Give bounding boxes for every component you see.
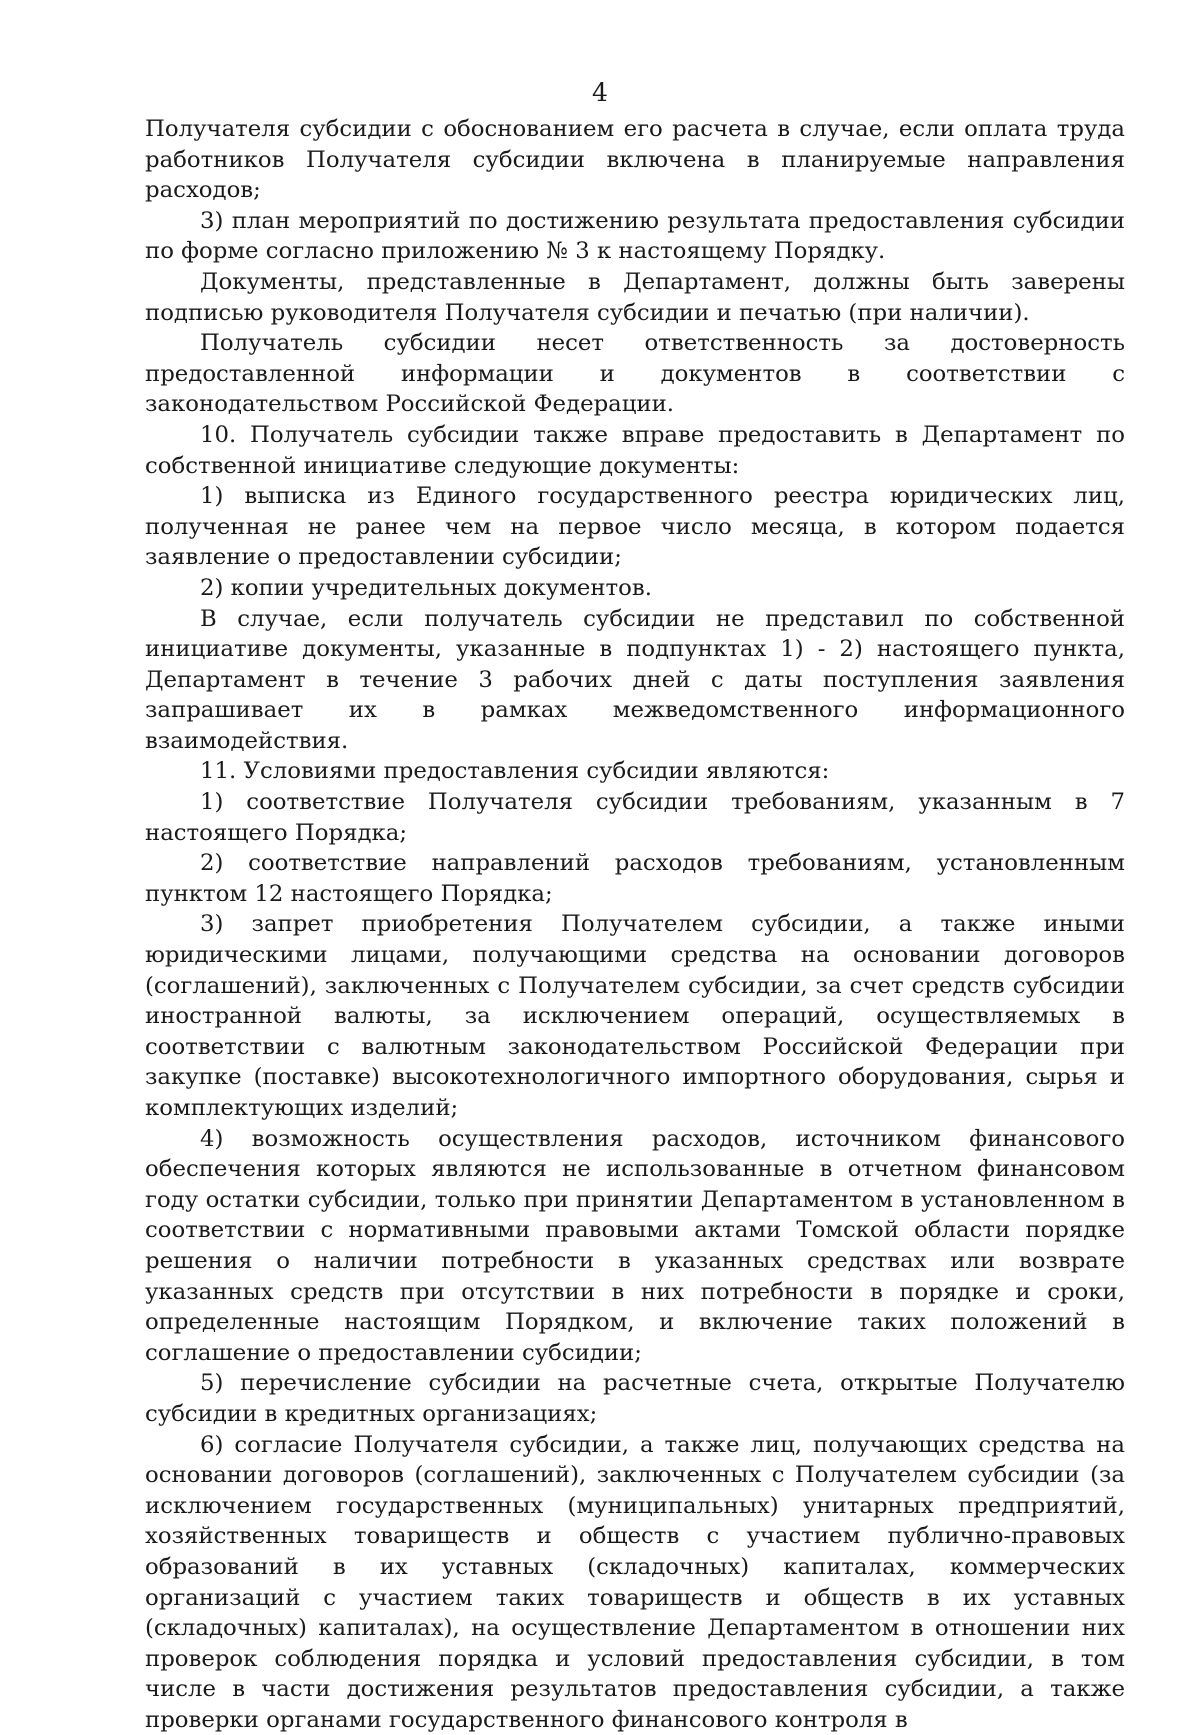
- paragraph-documents-certified: Документы, представленные в Департамент, должны быть заверены подписью руководителя Получателя субсидии и печатью (при наличии).: [145, 268, 1125, 326]
- paragraph-clause-10-item-2: 2) копии учредительных документов.: [200, 574, 652, 601]
- page-number: 4: [592, 78, 608, 107]
- paragraph-clause-11-item-6: 6) согласие Получателя субсидии, а также лиц, получающих средства на основании договоров (соглашений), заключенных с Получателем субсидии (за исключением государственных (муниципальных) унитарных предприятий, хозяйственных товариществ и обществ с участием публично-правовых образований в их уставных (складочных) капиталах, коммерческих организаций с участием таких товариществ и обществ в их уставных (складочных) капиталах), на осуществление Департаментом в отношении них проверок соблюдения порядка и условий предоставления субсидии, в том числе в части достижения результатов предоставления субсидии, а также проверки органами государственного финансового контроля в: [145, 1431, 1125, 1733]
- paragraph-clause-11-item-1: 1) соответствие Получателя субсидии требованиям, указанным в 7 настоящего Порядка;: [145, 789, 1125, 846]
- paragraph-clause-11-item-4: 4) возможность осуществления расходов, источником финансового обеспечения которых являются не использованные в отчетном финансовом году остатки субсидии, только при принятии Департаментом в установленном в соответствии с нормативными правовыми актами Томской области порядке решения о наличии потребности в указанных средствах или возврате указанных средств при отсутствии в них потребности в порядке и сроки, определенные настоящим Порядком, и включение таких положений в соглашение о предоставлении субсидии;: [145, 1125, 1125, 1366]
- paragraph-interagency-request: В случае, если получатель субсидии не представил по собственной инициативе документы, указанные в подпунктах 1) - 2) настоящего пункта, Департамент в течение 3 рабочих дней с даты поступления заявления запрашивает их в рамках межведомственного информационного взаимодействия.: [145, 605, 1125, 754]
- paragraph-item-3-plan: 3) план мероприятий по достижению результата предоставления субсидии по форме согласно приложению № 3 к настоящему Порядку.: [145, 207, 1125, 265]
- paragraph-continuation: Получателя субсидии с обоснованием его расчета в случае, если оплата труда работников Получателя субсидии включена в планируемые направления расходов;: [145, 116, 1125, 204]
- paragraph-clause-11: 11. Условиями предоставления субсидии являются:: [200, 758, 830, 785]
- paragraph-responsibility: Получатель субсидии несет ответственность за достоверность предоставленной информации и документов в соответствии с законодательством Российской Федерации.: [145, 330, 1125, 418]
- paragraph-clause-11-item-5: 5) перечисление субсидии на расчетные счета, открытые Получателю субсидии в кредитных организациях;: [145, 1370, 1125, 1427]
- paragraph-clause-11-item-2: 2) соответствие направлений расходов требованиям, установленным пунктом 12 настоящего Порядка;: [145, 850, 1125, 907]
- paragraph-clause-10: 10. Получатель субсидии также вправе предоставить в Департамент по собственной инициативе следующие документы:: [145, 421, 1125, 479]
- paragraph-clause-10-item-1: 1) выписка из Единого государственного реестра юридических лиц, полученная не ранее чем на первое число месяца, в котором подается заявление о предоставлении субсидии;: [145, 483, 1125, 571]
- document-body: [145, 114, 1125, 1735]
- paragraph-clause-11-item-3: 3) запрет приобретения Получателем субсидии, а также иными юридическими лицами, получающими средства на основании договоров (соглашений), заключенных с Получателем субсидии, за счет средств субсидии иностранной валюты, за исключением операций, осуществляемых в соответствии с валютным законодательством Российской Федерации при закупке (поставке) высокотехнологичного импортного оборудования, сырья и комплектующих изделий;: [145, 911, 1125, 1121]
